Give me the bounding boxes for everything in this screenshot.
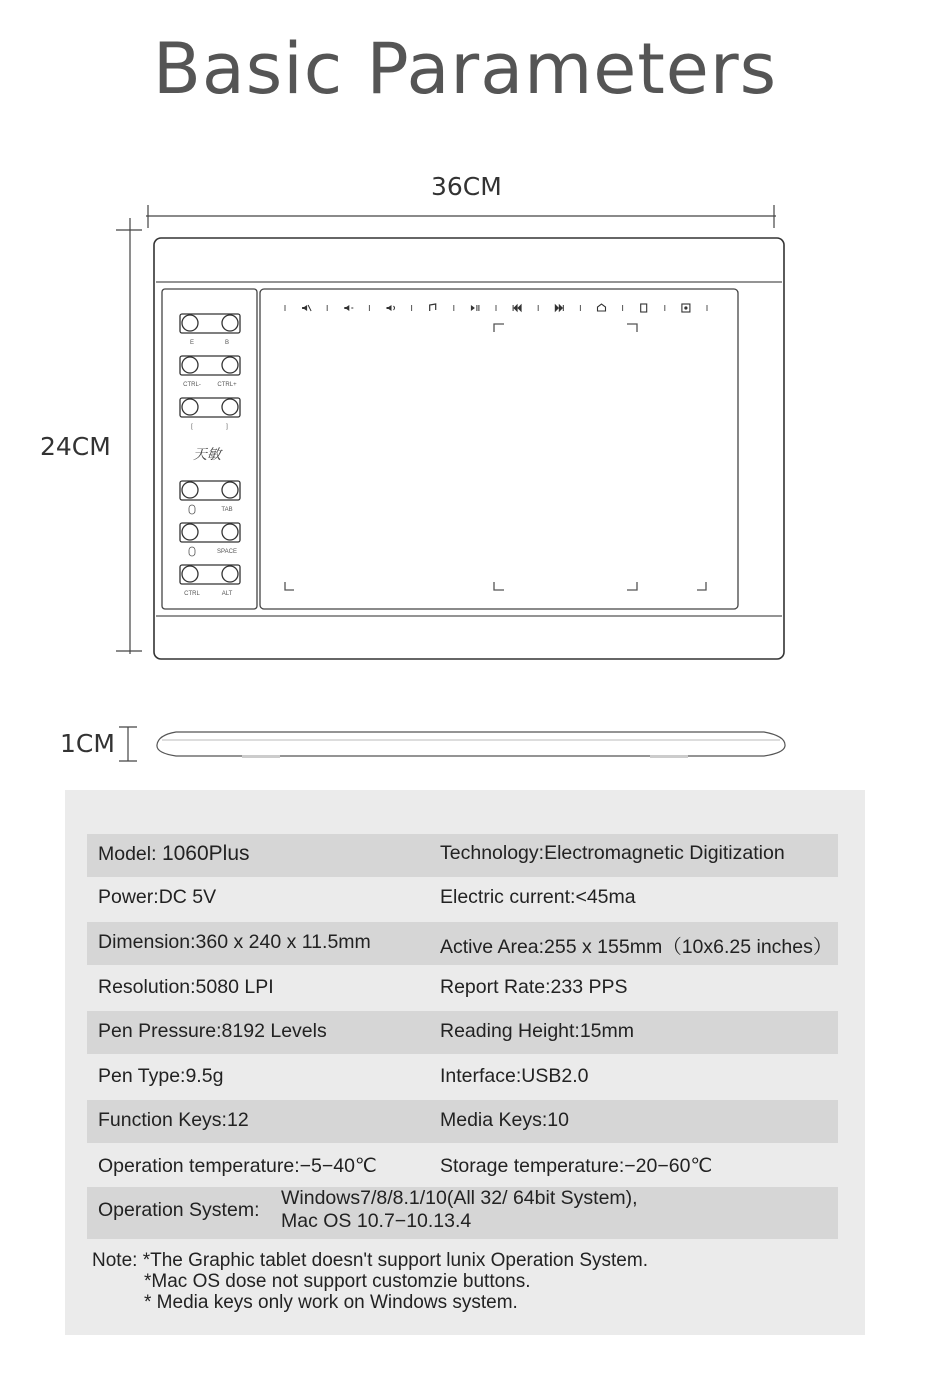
note-line: * Media keys only work on Windows system. <box>144 1292 518 1313</box>
express-key-label: ] <box>226 424 228 430</box>
express-key-button <box>182 315 198 331</box>
spec-technology: Technology:Electromagnetic Digitization <box>440 842 785 864</box>
spec-operation-temperature: Operation temperature:−5−40℃ <box>98 1155 377 1177</box>
express-key-button <box>182 482 198 498</box>
express-key-button <box>182 399 198 415</box>
tablet-foot <box>650 755 688 758</box>
spec-storage-temperature: Storage temperature:−20−60℃ <box>440 1155 713 1177</box>
spec-row <box>87 1100 838 1143</box>
brand-logo: 天敏 <box>193 446 221 462</box>
express-key-label: B <box>224 340 230 346</box>
note-line: Note: *The Graphic tablet doesn't support lunix Operation System. <box>92 1250 648 1271</box>
active-area <box>260 289 738 609</box>
express-key-button <box>222 315 238 331</box>
spec-active-area: Active Area:255 x 155mm（10x6.25 inches） <box>440 936 833 958</box>
width-dimension-line <box>146 205 776 228</box>
spec-function-keys: Function Keys:12 <box>98 1109 249 1131</box>
spec-row <box>87 834 838 877</box>
spec-dimension: Dimension:360 x 240 x 11.5mm <box>98 931 371 953</box>
express-key-label: TAB <box>221 507 233 513</box>
note-line: *Mac OS dose not support customzie buttons. <box>144 1271 531 1292</box>
express-key-label: ALT <box>221 591 233 597</box>
spec-row-os <box>87 1187 838 1239</box>
spec-power: Power:DC 5V <box>98 886 217 908</box>
express-key-label: CTRL <box>184 591 200 597</box>
height-dimension-line <box>116 218 142 654</box>
express-key-label: CTRL- <box>183 382 201 388</box>
express-key-label: [ <box>191 424 193 430</box>
notes <box>92 1250 648 1313</box>
spec-row <box>87 1145 838 1188</box>
spec-row <box>87 1011 838 1054</box>
tablet-foot <box>242 755 280 758</box>
express-key-button <box>182 357 198 373</box>
page-title: Basic Parameters <box>152 28 778 110</box>
spec-report-rate: Report Rate:233 PPS <box>440 976 628 998</box>
express-key-button <box>222 524 238 540</box>
express-key-label: E <box>189 340 195 346</box>
spec-row <box>87 922 838 965</box>
thickness-dimension-line <box>119 727 137 761</box>
spec-os-label: Operation System: <box>98 1199 260 1221</box>
express-key-button <box>222 357 238 373</box>
spec-pen-pressure: Pen Pressure:8192 Levels <box>98 1020 327 1042</box>
express-key-label: CTRL+ <box>217 382 237 388</box>
spec-row <box>87 878 838 921</box>
spec-current: Electric current:<45ma <box>440 886 636 908</box>
express-key-button <box>182 566 198 582</box>
spec-resolution: Resolution:5080 LPI <box>98 976 274 998</box>
spec-pen-type: Pen Type:9.5g <box>98 1065 224 1087</box>
spec-model: Model: 1060Plus <box>98 842 250 865</box>
spec-row <box>87 1056 838 1099</box>
spec-reading-height: Reading Height:15mm <box>440 1020 635 1042</box>
spec-os-windows: Windows7/8/8.1/10(All 32/ 64bit System), <box>281 1187 638 1209</box>
height-label: 24CM <box>40 432 111 461</box>
express-key-button <box>222 482 238 498</box>
tablet-side-profile <box>119 727 785 761</box>
spec-media-keys: Media Keys:10 <box>440 1109 569 1131</box>
express-key-button <box>182 524 198 540</box>
width-label: 36CM <box>431 172 502 201</box>
spec-interface: Interface:USB2.0 <box>440 1065 589 1087</box>
express-key-button <box>222 399 238 415</box>
express-key-label: SPACE <box>217 549 237 555</box>
spec-row <box>87 967 838 1010</box>
specs-panel <box>65 790 865 1335</box>
thickness-label: 1CM <box>60 729 115 758</box>
express-key-button <box>222 566 238 582</box>
spec-os-mac: Mac OS 10.7−10.13.4 <box>281 1210 472 1232</box>
